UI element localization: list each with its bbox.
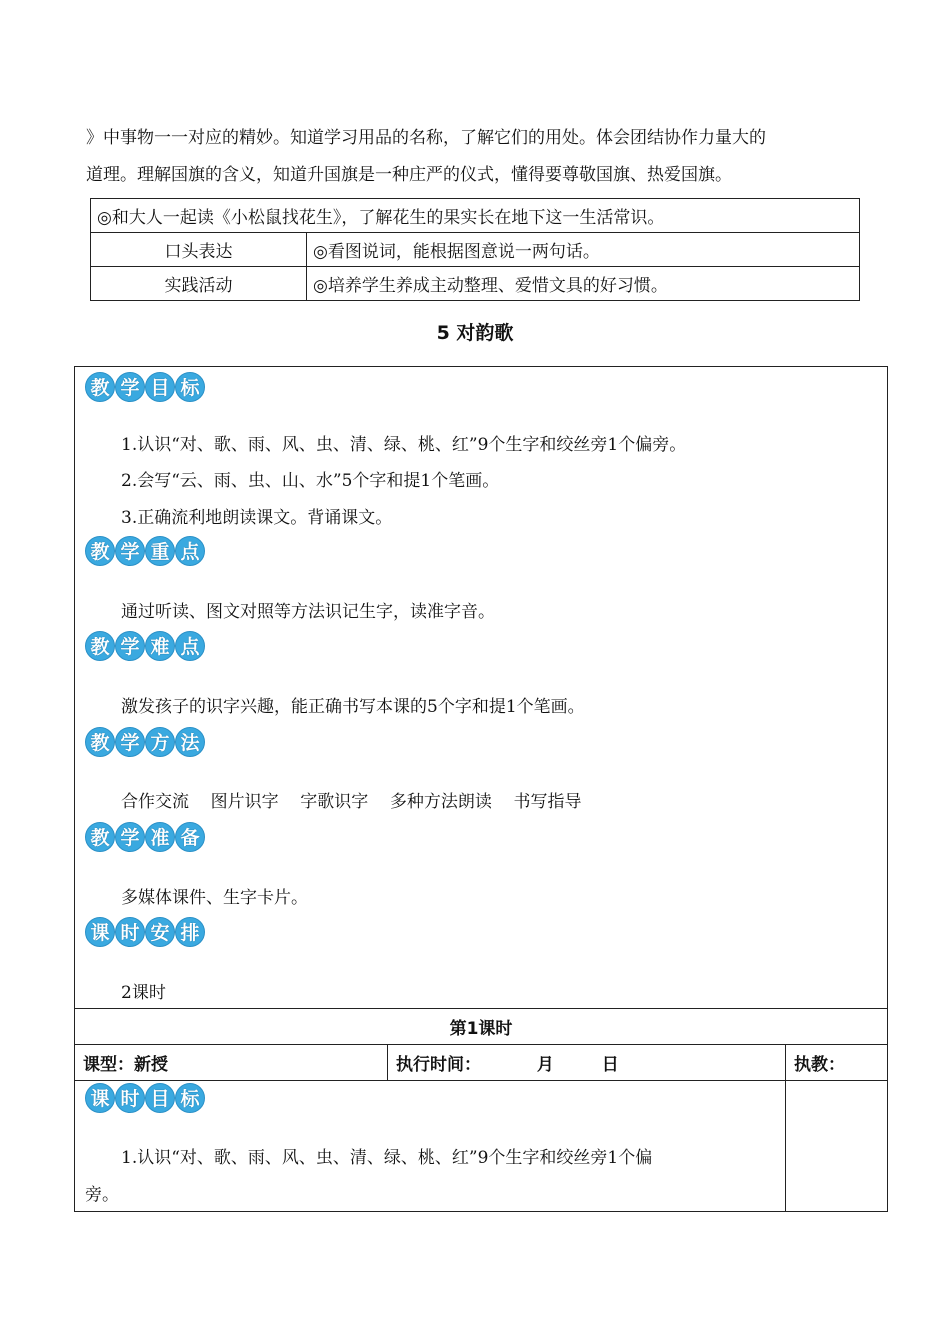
badge-char: 教 (85, 822, 115, 852)
execution-time-cell (388, 1045, 786, 1081)
session-goals-badge (85, 1083, 205, 1113)
key-points-badge (85, 536, 205, 566)
badge-char: 准 (145, 822, 175, 852)
goal-item-3: 3.正确流利地朗读课文。背诵课文。 (121, 508, 393, 528)
session-notes-cell (786, 1081, 888, 1212)
teacher-label: 执教： (794, 1055, 845, 1075)
schedule-badge (85, 917, 205, 947)
objectives-table (90, 198, 860, 301)
execution-time-label: 执行时间： (396, 1055, 481, 1075)
badge-char: 重 (145, 536, 175, 566)
lesson-title: 5 对韵歌 (436, 322, 514, 344)
goal-item-2: 2.会写“云、雨、虫、山、水”5个字和提1个笔画。 (121, 471, 500, 491)
badge-char: 学 (115, 727, 145, 757)
lesson-plan-box (74, 366, 888, 1009)
key-points-text: 通过听读、图文对照等方法识记生字，读准字音。 (121, 602, 495, 622)
badge-char: 方 (145, 727, 175, 757)
session-goal-line-2: 旁。 (85, 1185, 119, 1205)
preparation-badge (85, 822, 205, 852)
badge-char: 学 (115, 536, 145, 566)
badge-char: 课 (85, 1083, 115, 1113)
badge-char: 点 (175, 536, 205, 566)
preparation-text: 多媒体课件、生字卡片。 (121, 888, 308, 908)
day-label: 日 (601, 1055, 619, 1075)
teaching-goals-badge (85, 372, 205, 402)
badge-char: 点 (175, 631, 205, 661)
oral-expression-label: 口头表达 (91, 233, 307, 267)
session-goal-line-1: 1.认识“对、歌、雨、风、虫、清、绿、桃、红”9个生字和绞丝旁1个偏 (121, 1148, 653, 1168)
intro-line-2: 道理。理解国旗的含义，知道升国旗是一种庄严的仪式，懂得要尊敬国旗、热爱国旗。 (86, 165, 732, 185)
methods-text: 合作交流 图片识字 字歌识字 多种方法朗读 书写指导 (121, 792, 582, 812)
badge-char: 时 (115, 917, 145, 947)
badge-char: 教 (85, 727, 115, 757)
practice-activity-label: 实践活动 (91, 267, 307, 301)
oral-expression-content: ◎看图说词，能根据图意说一两句话。 (307, 233, 860, 267)
difficulties-text: 激发孩子的识字兴趣，能正确书写本课的5个字和提1个笔画。 (121, 697, 585, 717)
badge-char: 学 (115, 822, 145, 852)
difficulties-badge (85, 631, 205, 661)
schedule-text: 2课时 (121, 983, 166, 1003)
badge-char: 安 (145, 917, 175, 947)
lesson-type-label: 课型：新授 (83, 1055, 168, 1075)
goal-item-1: 1.认识“对、歌、雨、风、虫、清、绿、桃、红”9个生字和绞丝旁1个偏旁。 (121, 435, 687, 455)
badge-char: 时 (115, 1083, 145, 1113)
badge-char: 教 (85, 372, 115, 402)
intro-line-1: 》中事物一一对应的精妙。知道学习用品的名称，了解它们的用处。体会团结协作力量大的 (86, 128, 766, 148)
teacher-cell (786, 1045, 888, 1081)
badge-char: 备 (175, 822, 205, 852)
badge-char: 法 (175, 727, 205, 757)
badge-char: 课 (85, 917, 115, 947)
badge-char: 学 (115, 631, 145, 661)
badge-char: 教 (85, 631, 115, 661)
lesson-type-cell (75, 1045, 388, 1081)
month-label: 月 (536, 1055, 554, 1075)
session-title: 第1课时 (75, 1009, 888, 1045)
badge-char: 学 (115, 372, 145, 402)
badge-char: 教 (85, 536, 115, 566)
session-table (74, 1008, 888, 1212)
badge-char: 目 (145, 1083, 175, 1113)
badge-char: 目 (145, 372, 175, 402)
badge-char: 难 (145, 631, 175, 661)
intro-paragraph (86, 120, 866, 194)
badge-char: 标 (175, 372, 205, 402)
objectives-reading-cell: ◎和大人一起读《小松鼠找花生》，了解花生的果实长在地下这一生活常识。 (91, 199, 860, 233)
methods-badge (85, 727, 205, 757)
practice-activity-content: ◎培养学生养成主动整理、爱惜文具的好习惯。 (307, 267, 860, 301)
badge-char: 标 (175, 1083, 205, 1113)
badge-char: 排 (175, 917, 205, 947)
session-goals-cell (75, 1081, 786, 1212)
